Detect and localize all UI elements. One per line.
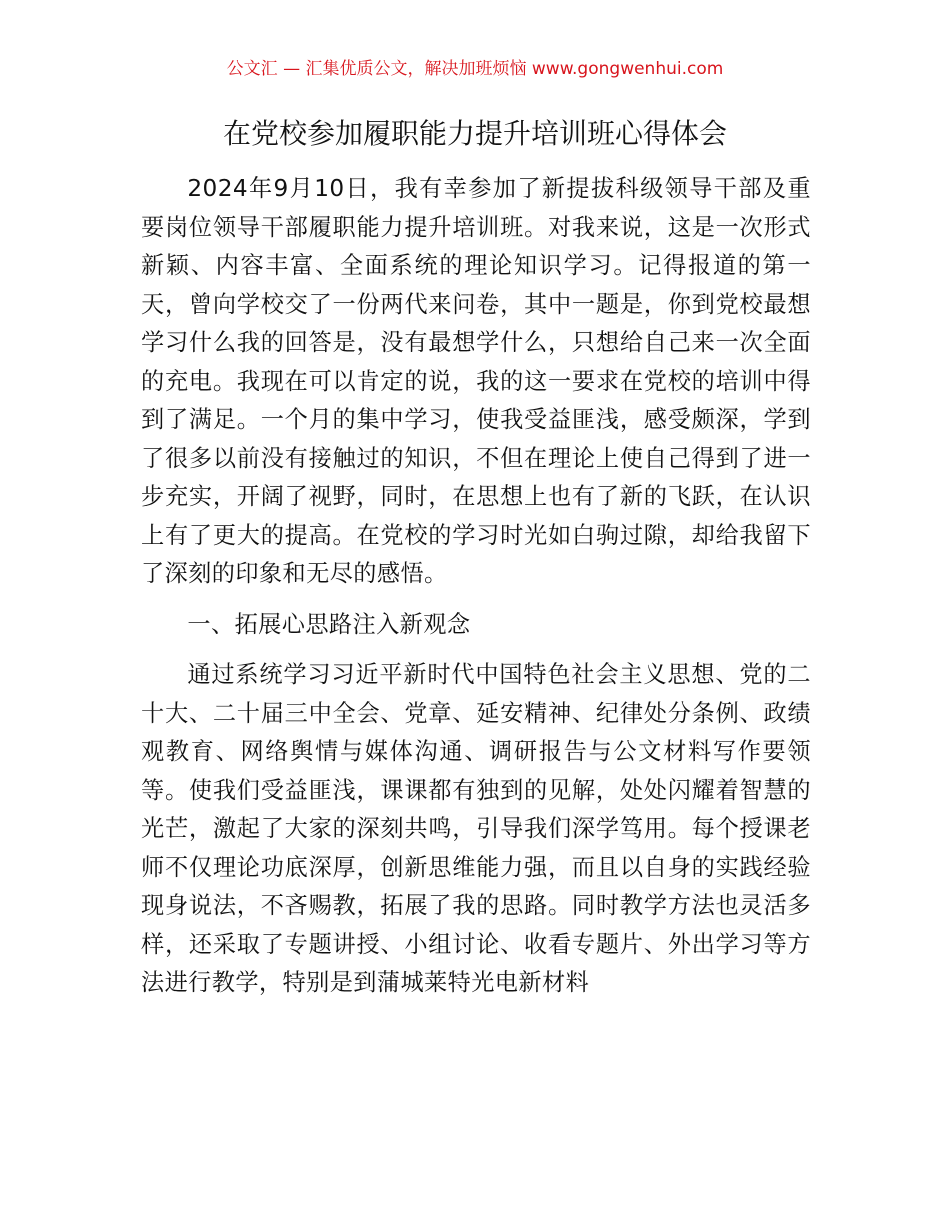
section-heading-1: 一、拓展心思路注入新观念 (187, 610, 471, 638)
header-banner: 公文汇 — 汇集优质公文，解决加班烦恼 www.gongwenhui.com (226, 59, 724, 79)
document-title: 在党校参加履职能力提升培训班心得体会 (222, 117, 727, 150)
paragraph-section-1: 通过系统学习习近平新时代中国特色社会主义思想、党的二十大、二十届三中全会、党章、延安精神、纪律处分条例、政绩观教育、网络舆情与媒体沟通、调研报告与公文材料写作要领等。使我们受益匪浅，课课都有独到的见解，处处闪耀着智慧的光芒，激起了大家的深刻共鸣，引导我们深学笃用。每个授课老师不仅理论功底深厚，创新思维能力强，而且以自身的实践经验现身说法，不吝赐教，拓展了我的思路。同时教学方法也灵活多样，还采取了专题讲授、小组讨论、收看专题片、外出学习等方法进行教学，特别是到蒲城莱特光电新材料 (141, 661, 811, 996)
paragraph-intro: 2024年9月10日，我有幸参加了新提拔科级领导干部及重要岗位领导干部履职能力提升培训班。对我来说，这是一次形式新颖、内容丰富、全面系统的理论知识学习。记得报道的第一天，曾向学校交了一份两代来问卷，其中一题是，你到党校最想学习什么我的回答是，没有最想学什么，只想给自己来一次全面的充电。我现在可以肯定的说，我的这一要求在党校的培训中得到了满足。一个月的集中学习，使我受益匪浅，感受颇深，学到了很多以前没有接触过的知识，不但在理论上使自己得到了进一步充实，开阔了视野，同时，在思想上也有了新的飞跃，在认识上有了更大的提高。在党校的学习时光如白驹过隙，却给我留下了深刻的印象和无尽的感悟。 (141, 175, 811, 587)
document-body (141, 170, 811, 1003)
